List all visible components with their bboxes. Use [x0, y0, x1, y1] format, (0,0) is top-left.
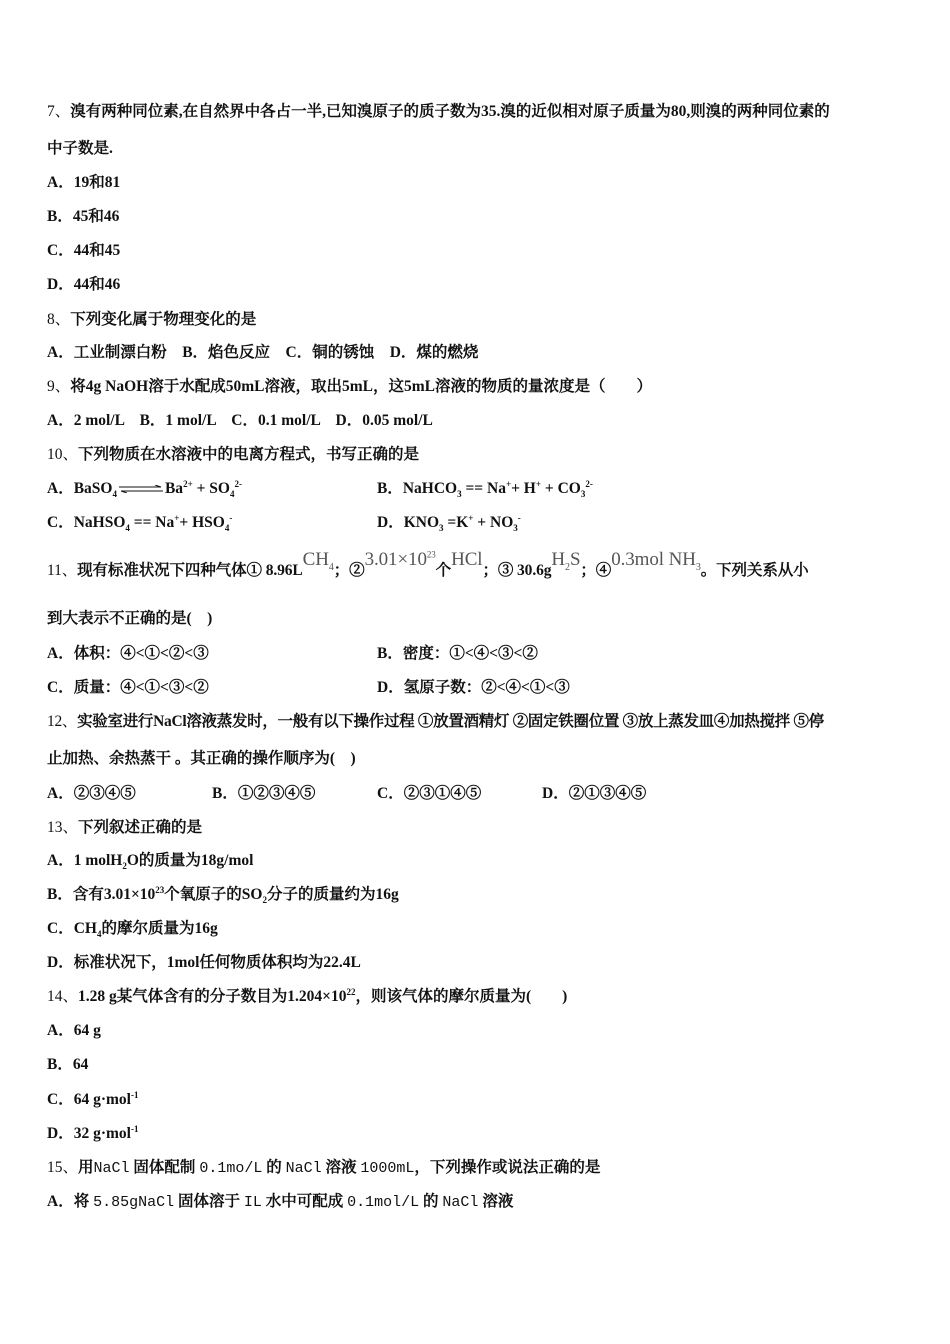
q10-stem [47, 445, 419, 465]
q13-option-a: A．1 molH$_2$O的质量为18g/mol [47, 852, 254, 872]
q7-option-a: A．19和81 [47, 174, 121, 191]
q13-number: 13、 [47, 819, 79, 836]
formula-ch4: $CH_4$ [302, 549, 334, 573]
formula-nh3: 0.3mol $NH_3$ [611, 549, 701, 573]
q10-option-b: B．NaHCO$_3$ == $Na^++ H^+ + CO_3^{2-}$ [377, 478, 593, 500]
q7-option-d: D．44和46 [47, 276, 121, 293]
q8-text: 下列变化属于物理变化的是 [70, 311, 257, 328]
q12-stem-line2: 止加热、余热蒸干 。其正确的操作顺序为( ) [47, 750, 356, 767]
q15-stem: 15、用NaCl 固体配制 0.1mo/L 的 NaCl 溶液 1000mL，下列操作或说法正确的是 [47, 1159, 601, 1177]
formula-avogadro: $3.01\times 10^{23}$ [364, 549, 436, 570]
q10-option-a: A．BaSO$_4$ $Ba^{2+} + SO_4^{2-}$ [47, 478, 242, 500]
q12-option-d: D．②①③④⑤ [542, 785, 647, 802]
q10-option-d: D．$KNO_3 =K^+ + NO_3^-$ [377, 512, 521, 534]
q12-number: 12、 [47, 713, 78, 730]
q8-stem [47, 310, 256, 330]
q11-number: 11、 [47, 562, 78, 579]
q7-text1: 溴有两种同位素,在自然界中各占一半,已知溴原子的质子数为35.溴的近似相对原子质量为80,则溴的两种同位素的 [70, 103, 830, 120]
q7-option-b: B．45和46 [47, 208, 120, 225]
q10-text: 下列物质在水溶液中的电离方程式，书写正确的是 [78, 446, 420, 463]
q11-option-c: C．质量：④<①<③<② [47, 679, 209, 696]
q8-number: 8、 [47, 311, 71, 328]
q12-option-a: A．②③④⑤ [47, 785, 136, 802]
q13-option-d: D．标准状况下，1mol任何物质体积均为22.4L [47, 954, 361, 971]
q10-number: 10、 [47, 446, 79, 463]
q10-option-c: C．NaHSO$_4$ == $Na^++ HSO_4^-$ [47, 512, 233, 534]
q11-stem-line2: 到大表示不正确的是( ) [47, 610, 213, 627]
q8-options: A．工业制漂白粉 B．焰色反应 C．铜的锈蚀 D．煤的燃烧 [47, 344, 479, 361]
q9-options: A．2 mol/L B．1 mol/L C．0.1 mol/L D．0.05 mol/L [47, 412, 433, 429]
q13-option-b: B．含有$3.01\times 10^{23}$个氧原子的$SO_2$分子的质量约为16g [47, 884, 399, 906]
q15-number: 15、 [47, 1159, 79, 1176]
q14-option-a: A．64 g [47, 1022, 101, 1039]
formula-hcl: HCl [451, 549, 483, 570]
q14-stem: 14、1.28 g某气体含有的分子数目为$1.204\times 10^{22}$，则该气体的摩尔质量为( ) [47, 986, 568, 1005]
equilibrium-arrow-icon [119, 485, 163, 493]
q12-stem-line1: 12、实验室进行NaCl溶液蒸发时，一般有以下操作过程 ①放置酒精灯 ②固定铁圈位置 ③放上蒸发皿④加热搅拌 ⑤停 [47, 713, 824, 730]
q7-number: 7、 [47, 103, 71, 120]
q13-option-c: C．$CH_4$的摩尔质量为16g [47, 920, 218, 940]
q15-option-a: A．将 5.85gNaCl 固体溶于 IL 水中可配成 0.1mol/L 的 NaCl 溶液 [47, 1193, 514, 1211]
q9-number: 9、 [47, 378, 71, 395]
q11-stem-line1: 11、现有标准状况下四种气体① $8.96LCH_4$；$②3.01\times 10^{23}$个HCl；③ $30.6gH_2S$；④0.3mol $NH_3$。下列关系从小 [47, 549, 809, 579]
q7-stem-line1 [47, 102, 830, 122]
formula-h2s: $H_2S$ [551, 549, 581, 573]
q11-option-a: A．体积：④<①<②<③ [47, 645, 209, 662]
q7-option-c: C．44和45 [47, 242, 121, 259]
q11-option-b: B．密度：①<④<③<② [377, 645, 538, 662]
q13-stem: 13、下列叙述正确的是 [47, 819, 203, 836]
q7-stem-line2: 中子数是. [47, 140, 113, 157]
q9-stem [47, 377, 652, 397]
q11-option-d: D．氢原子数：②<④<①<③ [377, 679, 570, 696]
q12-option-c: C．②③①④⑤ [377, 785, 482, 802]
q14-number: 14、 [47, 988, 79, 1005]
q14-option-c: C．64 g·mol$^{-1}$ [47, 1089, 139, 1108]
q12-option-b: B．①②③④⑤ [212, 785, 316, 802]
q14-option-d: D．32 g·mol$^{-1}$ [47, 1123, 139, 1142]
q9-text: 将4g NaOH溶于水配成50mL溶液，取出5mL，这5mL溶液的物质的量浓度是（ ） [70, 378, 652, 395]
q14-option-b: B．64 [47, 1056, 89, 1073]
